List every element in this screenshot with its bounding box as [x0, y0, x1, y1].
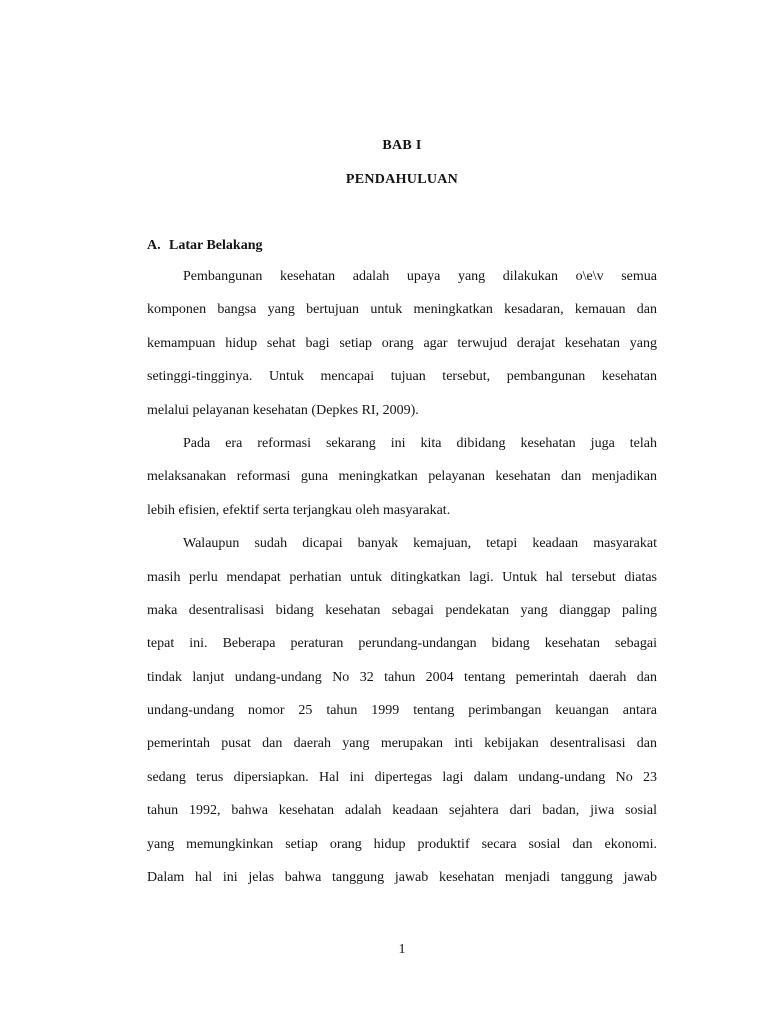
paragraph-1-line-4: setinggi-tingginya. Untuk mencapai tujuan tersebut, pembangunan kesehatan — [147, 369, 657, 385]
paragraph-3-line-4: tepat ini. Beberapa peraturan perundang-undangan bidang kesehatan sebagai — [147, 636, 657, 652]
section-heading — [147, 238, 262, 254]
paragraph-1-line-3: kemampuan hidup sehat bagi setiap orang agar terwujud derajat kesehatan yang — [147, 335, 657, 351]
chapter-number: BAB I — [382, 138, 422, 153]
body-text — [147, 260, 657, 894]
paragraph-3-line-3: maka desentralisasi bidang kesehatan sebagai pendekatan yang dianggap paling — [147, 602, 657, 618]
paragraph-1-line-2: komponen bangsa yang bertujuan untuk meningkatkan kesadaran, kemauan dan — [147, 302, 657, 318]
paragraph-2-line-2: melaksanakan reformasi guna meningkatkan pelayanan kesehatan dan menjadikan — [147, 469, 657, 485]
paragraph-3-line-8: sedang terus dipersiapkan. Hal ini dipertegas lagi dalam undang-undang No 23 — [147, 769, 657, 785]
chapter-title: PENDAHULUAN — [345, 172, 459, 187]
paragraph-3-line-2: masih perlu mendapat perhatian untuk ditingkatkan lagi. Untuk hal tersebut diatas — [147, 569, 657, 585]
paragraph-3-line-11: Dalam hal ini jelas bahwa tanggung jawab kesehatan menjadi tanggung jawab — [147, 870, 657, 886]
section-title: Latar Belakang — [169, 238, 263, 253]
paragraph-2-line-1: Pada era reformasi sekarang ini kita dibidang kesehatan juga telah — [183, 435, 657, 451]
paragraph-3-line-10: yang memungkinkan setiap orang hidup produktif secara sosial dan ekonomi. — [147, 836, 657, 852]
paragraph-3-line-5: tindak lanjut undang-undang No 32 tahun 2004 tentang pemerintah daerah dan — [147, 669, 657, 685]
paragraph-3-line-7: pemerintah pusat dan daerah yang merupakan inti kebijakan desentralisasi dan — [147, 736, 657, 752]
paragraph-3-line-1: Walaupun sudah dicapai banyak kemajuan, tetapi keadaan masyarakat — [183, 536, 657, 552]
paragraph-1-line-1: Pembangunan kesehatan adalah upaya yang dilakukan o\e\v semua — [183, 269, 657, 284]
section-marker: A. — [147, 238, 161, 253]
page-number: 1 — [398, 942, 406, 957]
paragraph-3-line-9: tahun 1992, bahwa kesehatan adalah keadaan sejahtera dari badan, jiwa sosial — [147, 803, 657, 819]
paragraph-3-line-6: undang-undang nomor 25 tahun 1999 tentang perimbangan keuangan antara — [147, 703, 657, 719]
paragraph-1-line-5: melalui pelayanan kesehatan (Depkes RI, 2009). — [147, 402, 419, 418]
paragraph-2-line-3: lebih efisien, efektif serta terjangkau oleh masyarakat. — [147, 502, 451, 518]
